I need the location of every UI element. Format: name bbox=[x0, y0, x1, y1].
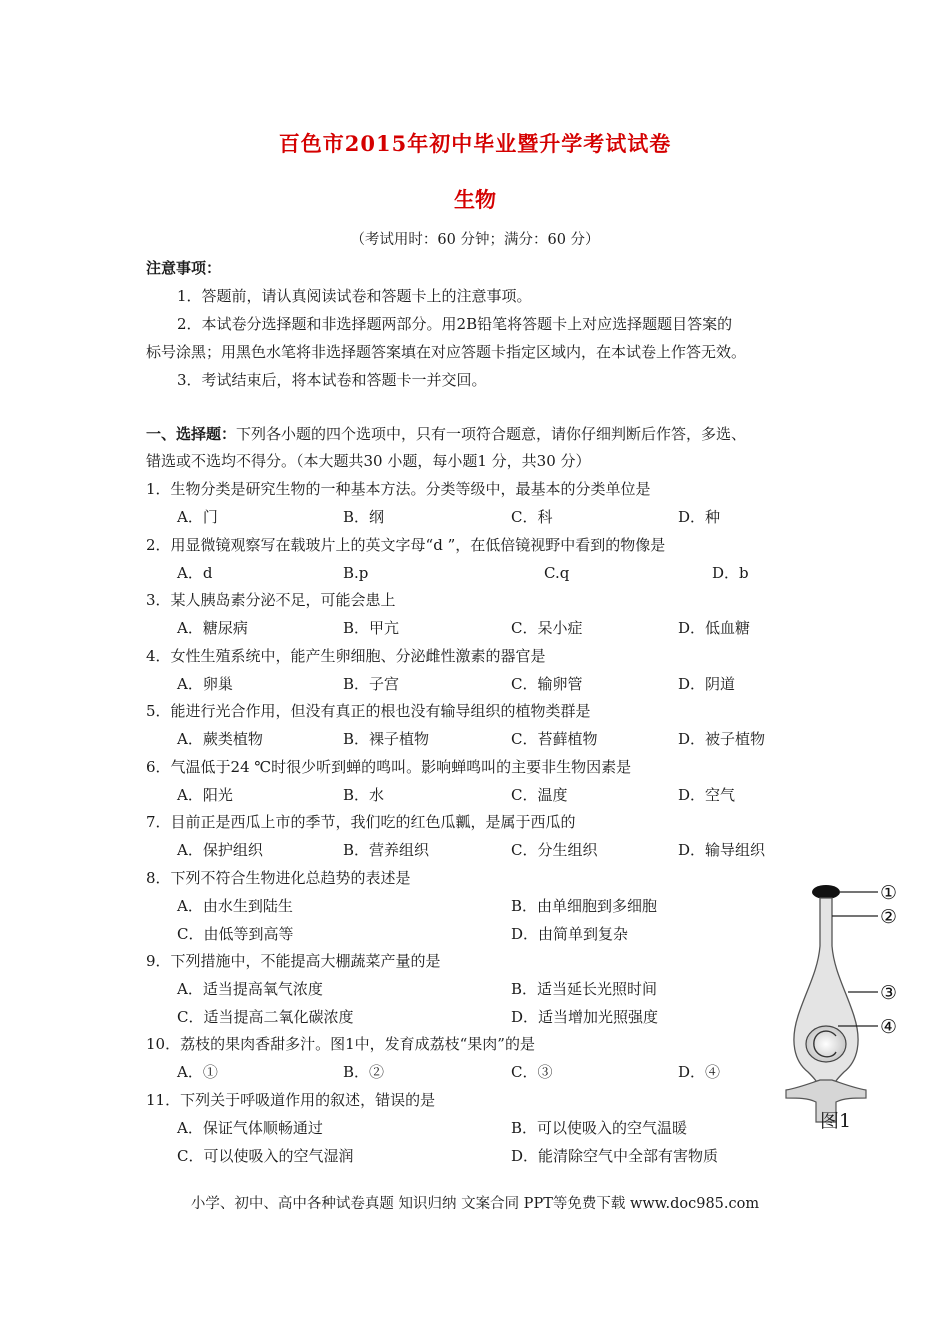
option-b: B．裸子植物 bbox=[343, 730, 430, 748]
option-a: A．保护组织 bbox=[177, 841, 263, 859]
option-b: B．水 bbox=[343, 786, 385, 804]
note-item: 标号涂黑；用黑色水笔将非选择题答案填在对应答题卡指定区域内，在本试卷上作答无效。 bbox=[146, 343, 747, 361]
option-b: B．适当延长光照时间 bbox=[511, 980, 658, 998]
exam-title: 百色市2015年初中毕业暨升学考试试卷 bbox=[278, 131, 672, 156]
question-4: 4．女性生殖系统中，能产生卵细胞、分泌雌性激素的器官是 bbox=[146, 647, 546, 665]
pistil-figure bbox=[778, 876, 910, 1136]
section-heading: 一、选择题： bbox=[146, 425, 237, 443]
question-8: 8．下列不符合生物进化总趋势的表述是 bbox=[146, 869, 411, 887]
option-a: A．d bbox=[177, 564, 213, 582]
option-d: D．b bbox=[712, 564, 749, 582]
section-instr-line2: 错选或不选均不得分。（本大题共30 小题，每小题1 分，共30 分） bbox=[146, 452, 591, 470]
option-c: C．输卵管 bbox=[511, 675, 583, 693]
option-a: A．蕨类植物 bbox=[177, 730, 263, 748]
option-d: D．适当增加光照强度 bbox=[511, 1008, 659, 1026]
option-b: B．由单细胞到多细胞 bbox=[511, 897, 658, 915]
note-item: 3．考试结束后，将本试卷和答题卡一并交回。 bbox=[177, 371, 487, 389]
exam-timing: （考试用时：60 分钟；满分：60 分） bbox=[350, 232, 600, 248]
figure-caption: 图1 bbox=[820, 1110, 852, 1132]
option-c: C．可以使吸入的空气湿润 bbox=[177, 1147, 354, 1165]
note-item: 2．本试卷分选择题和非选择题两部分。用2B铅笔将答题卡上对应选择题题目答案的 bbox=[177, 315, 733, 333]
option-a: A．适当提高氧气浓度 bbox=[177, 980, 323, 998]
section-instr-line1: 下列各小题的四个选项中，只有一项符合题意，请你仔细判断后作答，多选、 bbox=[236, 425, 747, 443]
question-2: 2．用显微镜观察写在载玻片上的英文字母“d ”，在低倍镜视野中看到的物像是 bbox=[146, 536, 666, 554]
note-item: 1．答题前，请认真阅读试卷和答题卡上的注意事项。 bbox=[177, 287, 532, 305]
option-b: B．子宫 bbox=[343, 675, 400, 693]
footer-text: 小学、初中、高中各种试卷真题 知识归纳 文案合同 PPT等免费下载 www.doc985.com bbox=[190, 1196, 760, 1212]
option-a: A．由水生到陆生 bbox=[177, 897, 293, 915]
section-instructions bbox=[146, 424, 746, 444]
question-3: 3．某人胰岛素分泌不足，可能会患上 bbox=[146, 591, 396, 609]
figure-label-1: ① bbox=[880, 882, 898, 904]
option-d: D．能清除空气中全部有害物质 bbox=[511, 1147, 719, 1165]
option-b: B．营养组织 bbox=[343, 841, 430, 859]
question-10: 10．荔枝的果肉香甜多汁。图1中，发育成荔枝“果肉”的是 bbox=[146, 1035, 535, 1053]
option-c: C．呆小症 bbox=[511, 619, 583, 637]
option-b: B．可以使吸入的空气温暖 bbox=[511, 1119, 688, 1137]
option-a: A．① bbox=[177, 1063, 218, 1081]
option-c: C．由低等到高等 bbox=[177, 925, 294, 943]
option-d: D．输导组织 bbox=[678, 841, 766, 859]
option-d: D．种 bbox=[678, 508, 721, 526]
option-c: C.q bbox=[544, 564, 570, 582]
option-d: D．阴道 bbox=[678, 675, 736, 693]
option-d: D．空气 bbox=[678, 786, 736, 804]
option-d: D．被子植物 bbox=[678, 730, 766, 748]
option-a: A．卵巢 bbox=[177, 675, 233, 693]
figure-label-2: ② bbox=[880, 906, 898, 928]
option-c: C．分生组织 bbox=[511, 841, 598, 859]
option-c: C．温度 bbox=[511, 786, 568, 804]
option-b: B．甲亢 bbox=[343, 619, 400, 637]
option-d: D．低血糖 bbox=[678, 619, 751, 637]
option-c: C．③ bbox=[511, 1063, 553, 1081]
question-1: 1．生物分类是研究生物的一种基本方法。分类等级中，最基本的分类单位是 bbox=[146, 480, 651, 498]
question-9: 9．下列措施中，不能提高大棚蔬菜产量的是 bbox=[146, 952, 441, 970]
question-6: 6．气温低于24 ℃时很少听到蝉的鸣叫。影响蝉鸣叫的主要非生物因素是 bbox=[146, 758, 632, 776]
option-c: C．适当提高二氧化碳浓度 bbox=[177, 1008, 354, 1026]
option-c: C．苔藓植物 bbox=[511, 730, 598, 748]
option-a: A．门 bbox=[177, 508, 218, 526]
subject-title: 生物 bbox=[454, 187, 496, 212]
notes-heading: 注意事项： bbox=[146, 259, 222, 277]
figure-label-4: ④ bbox=[880, 1016, 898, 1038]
option-b: B.p bbox=[343, 564, 369, 582]
stigma-shape bbox=[812, 885, 840, 899]
question-7: 7．目前正是西瓜上市的季节，我们吃的红色瓜瓤，是属于西瓜的 bbox=[146, 813, 576, 831]
option-d: D．由简单到复杂 bbox=[511, 925, 629, 943]
option-d: D．④ bbox=[678, 1063, 721, 1081]
option-a: A．保证气体顺畅通过 bbox=[177, 1119, 323, 1137]
option-a: A．糖尿病 bbox=[177, 619, 248, 637]
option-b: B．纲 bbox=[343, 508, 385, 526]
option-a: A．阳光 bbox=[177, 786, 233, 804]
option-b: B．② bbox=[343, 1063, 385, 1081]
option-c: C．科 bbox=[511, 508, 553, 526]
question-5: 5．能进行光合作用，但没有真正的根也没有输导组织的植物类群是 bbox=[146, 702, 591, 720]
question-11: 11．下列关于呼吸道作用的叙述，错误的是 bbox=[146, 1091, 436, 1109]
figure-label-3: ③ bbox=[880, 982, 898, 1004]
